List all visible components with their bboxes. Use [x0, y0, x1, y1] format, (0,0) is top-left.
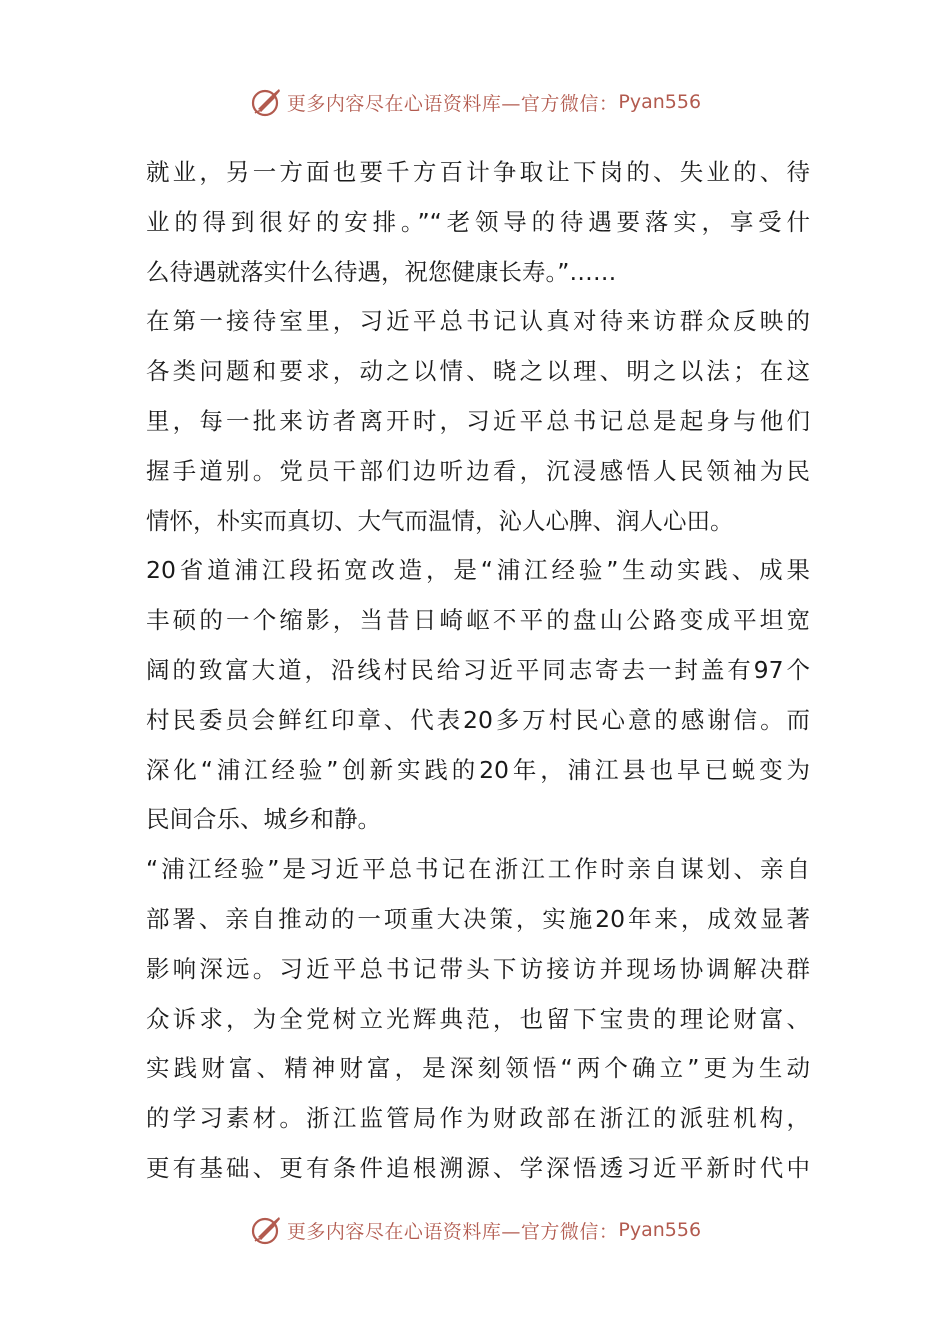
- text-line: 的学习素材。浙江监管局作为财政部在浙江的派驻机构，: [146, 1104, 810, 1133]
- pen-logo-icon: [249, 85, 283, 119]
- text-line: 部署、亲自推动的一项重大决策，实施20年来，成效显著: [146, 904, 810, 933]
- text-line: 更有基础、更有条件追根溯源、学深悟透习近平新时代中: [146, 1153, 810, 1182]
- text-line: 众诉求，为全党树立光辉典范，也留下宝贵的理论财富、: [146, 1004, 810, 1033]
- footer-wechat-id: Pyan556: [618, 1219, 702, 1241]
- text-line: 民间合乐、城乡和静。: [146, 805, 381, 834]
- header-watermark-banner: [0, 82, 950, 122]
- text-line: 情怀，朴实而真切、大气而温情，沁人心脾、润人心田。: [146, 506, 734, 535]
- document-body: [146, 148, 810, 1194]
- text-line: 各类问题和要求，动之以情、晓之以理、明之以法；在这: [146, 357, 810, 386]
- footer-watermark-text: 更多内容尽在心语资料库—官方微信：: [286, 1220, 619, 1243]
- text-line: 么待遇就落实什么待遇，祝您健康长寿。”……: [146, 257, 617, 286]
- text-line: 业的得到很好的安排。”“老领导的待遇要落实，享受什: [146, 207, 810, 236]
- text-line: 在第一接待室里，习近平总书记认真对待来访群众反映的: [146, 307, 810, 336]
- text-line: 20省道浦江段拓宽改造，是“浦江经验”生动实践、成果: [146, 556, 810, 585]
- text-line: 握手道别。党员干部们边听边看，沉浸感悟人民领袖为民: [146, 456, 810, 485]
- footer-watermark-banner: [0, 1210, 950, 1250]
- text-line: 村民委员会鲜红印章、代表20多万村民心意的感谢信。而: [146, 705, 810, 734]
- text-line: 实践财富、精神财富，是深刻领悟“两个确立”更为生动: [146, 1054, 810, 1083]
- text-line: “浦江经验”是习近平总书记在浙江工作时亲自谋划、亲自: [146, 855, 810, 884]
- text-line: 丰硕的一个缩影，当昔日崎岖不平的盘山公路变成平坦宽: [146, 606, 810, 635]
- text-line: 就业，另一方面也要千方百计争取让下岗的、失业的、待: [146, 158, 810, 186]
- text-line: 影响深远。习近平总书记带头下访接访并现场协调解决群: [146, 954, 810, 983]
- header-watermark-text: 更多内容尽在心语资料库—官方微信：: [286, 92, 619, 115]
- text-line: 阔的致富大道，沿线村民给习近平同志寄去一封盖有97个: [146, 655, 810, 684]
- header-wechat-id: Pyan556: [618, 91, 702, 113]
- pen-logo-icon: [249, 1213, 283, 1247]
- text-line: 里，每一批来访者离开时，习近平总书记总是起身与他们: [146, 406, 810, 435]
- text-line: 深化“浦江经验”创新实践的20年，浦江县也早已蜕变为: [146, 755, 810, 784]
